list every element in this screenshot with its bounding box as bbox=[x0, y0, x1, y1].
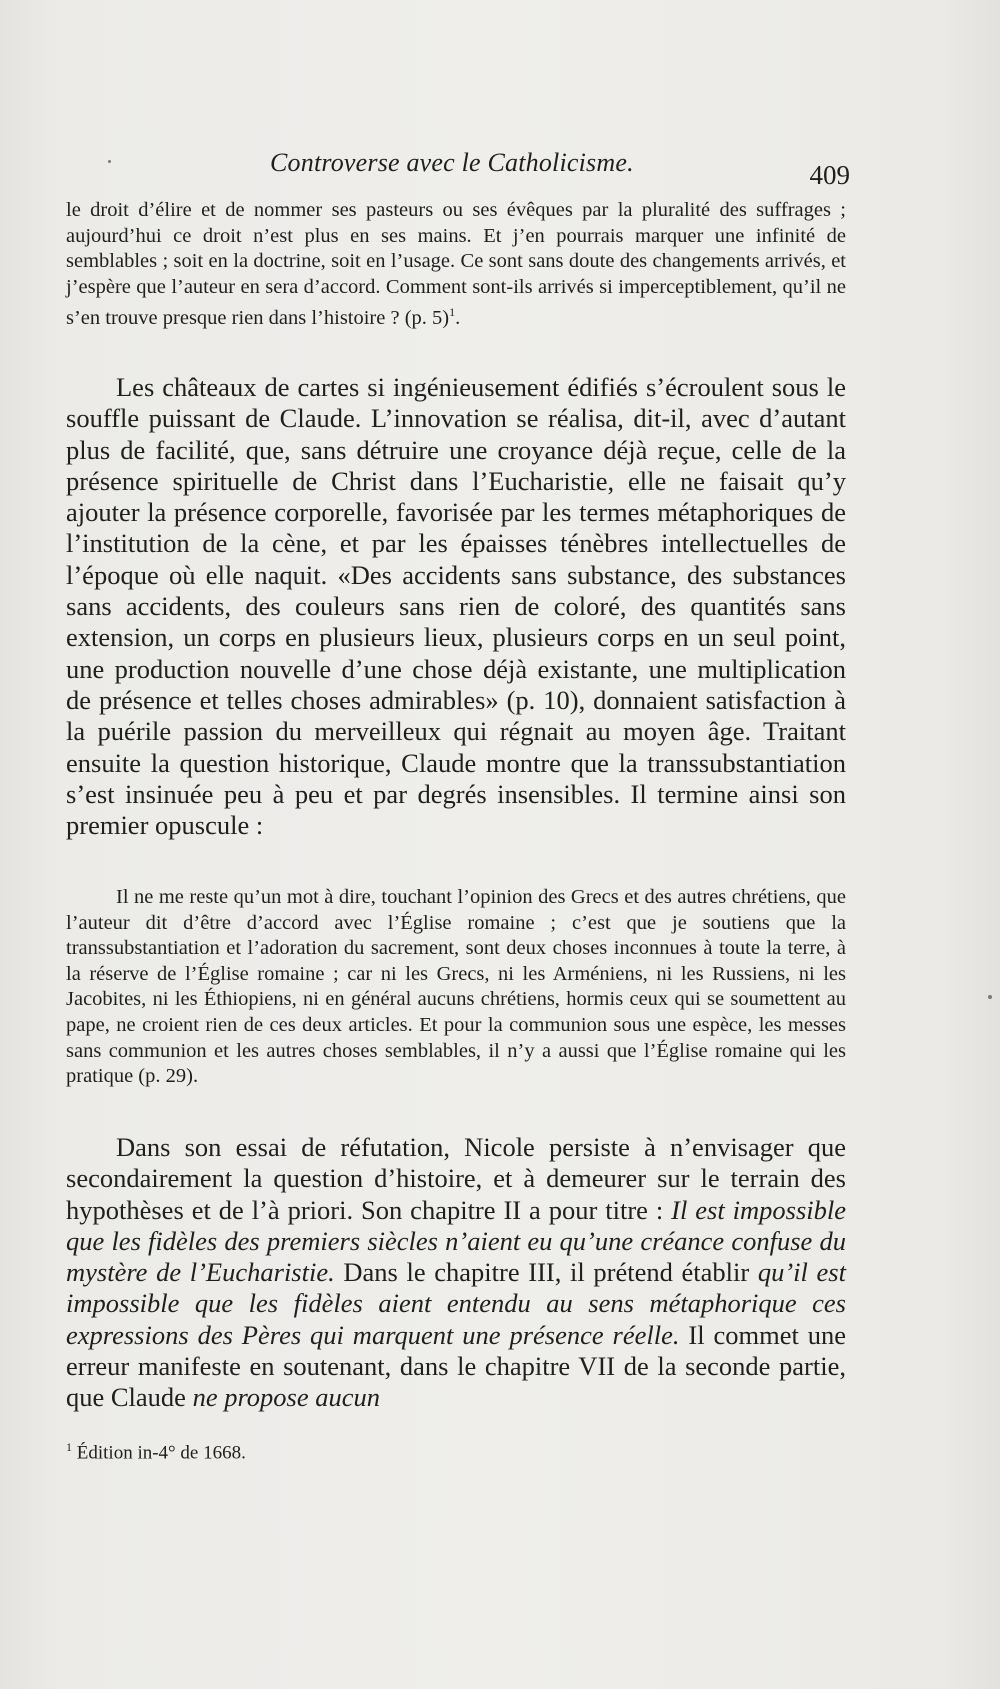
paragraph-text-a: Dans son essai de réfutation, Nicole persiste à n’envisager que secondairement la question d’histoire, et à demeurer sur le terrain des hypothèses et de l’à priori. Son chapitre II a pour titre : bbox=[66, 1132, 846, 1225]
paragraph-text-b: Dans le chapitre III, il prétend établir bbox=[334, 1257, 758, 1288]
footnote-reference: 1 bbox=[449, 305, 456, 319]
footnote bbox=[66, 1440, 246, 1464]
paragraph-text: le droit d’élire et de nommer ses pasteurs ou ses évêques par la pluralité des suffrages ; aujourd’hui ce droit n’est plus en ses mains. Et j’en pourrais marquer une infinité de semblables ; soit en la doctrine, soit en l’usage. Ce sont sans doute des changements arrivés, et j’espère que l’auteur en sera d’accord. Comment sont-ils arrivés si imperceptiblement, qu’il ne s’en trouve presque rien dans l’histoire ? (p. 5) bbox=[66, 199, 846, 329]
footnote-marker: 1 bbox=[66, 1440, 72, 1454]
paragraph-continued bbox=[66, 198, 846, 331]
block-quote bbox=[66, 885, 846, 1090]
paragraph-text-c: Il commet une erreur manifeste en soutenant, dans le chapitre VII de la seconde partie, que Claude bbox=[66, 1319, 846, 1413]
running-title: Controverse avec le Catholicisme. bbox=[270, 148, 634, 177]
chapter-title-italic: Il est impossible que les fidèles des premiers siècles n’aient eu qu’une créance confuse du mystère de l’Eucharistie. bbox=[66, 1194, 846, 1288]
claim-italic: qu’il est impossible que les fidèles aient entendu au sens métaphorique ces expressions des Pères qui marquent une présence réelle. bbox=[66, 1257, 846, 1350]
paragraph-end: . bbox=[455, 306, 461, 329]
paragraph-main bbox=[66, 372, 846, 841]
page-header bbox=[270, 148, 850, 188]
paper-speck bbox=[108, 160, 111, 163]
page-number: 409 bbox=[809, 160, 850, 190]
quote-text: Il ne me reste qu’un mot à dire, touchant l’opinion des Grecs et des autres chrétiens, que l’auteur dit d’être d’accord avec l’Église romaine ; c’est que je soutiens que la transsubstantiation et l’adoration du sacrement, sont deux choses inconnues à toute la terre, à la réserve de l’Église romaine ; car ni les Grecs, ni les Arméniens, ni les Russiens, ni les Jacobites, ni les Éthiopiens, ni en général aucuns chrétiens, hormis ceux qui se soumettent au pape, ne croient rien de ces deux articles. Et pour la communion sous une espèce, les messes sans communion et les autres choses semblables, il n’y a aussi que l’Église romaine qui les pratique (p. 29). bbox=[66, 886, 846, 1088]
paragraph-text: Les châteaux de cartes si ingénieusement édifiés s’écroulent sous le souffle puissant de Claude. L’innovation se réalisa, dit-il, avec d’autant plus de facilité, que, sans détruire une croyance déjà reçue, celle de la présence spirituelle de Christ dans l’Eucharistie, elle ne faisait qu’y ajouter la présence corporelle, favorisée par les termes métaphoriques de l’institution de la cène, et par les épaisses ténèbres intellectuelles de l’époque où elle naquit. «Des accidents sans substance, des substances sans accidents, des couleurs sans rien de coloré, des quantités sans extension, un corps en plusieurs lieux, plusieurs corps en un seul point, une production nouvelle d’une chose déjà existante, une multiplication de présence et telles choses admirables» (p. 10), donnaient satisfaction à la puérile passion du merveilleux qui régnait au moyen âge. Traitant ensuite la question historique, Claude montre que la transsubstantiation s’est insinuée peu à peu et par degrés insensibles. Il termine ainsi son premier opuscule : bbox=[66, 372, 846, 841]
paragraph-nicole bbox=[66, 1132, 846, 1414]
quote-italic: ne propose aucun bbox=[192, 1382, 381, 1413]
footnote-text: Édition in-4° de 1668. bbox=[72, 1442, 246, 1464]
paper-speck bbox=[988, 995, 992, 999]
